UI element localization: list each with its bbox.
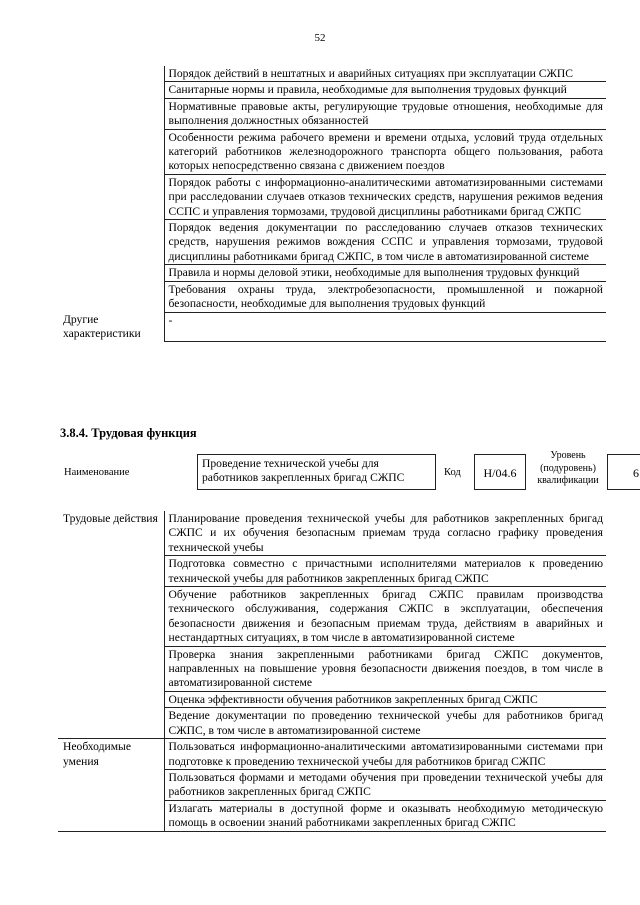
function-header [58, 450, 639, 496]
other-characteristics-label: Другие характеристики [58, 312, 164, 342]
name-label: Наименование [64, 467, 130, 478]
action-item: Проверка знания закрепленными работниками бригад СЖПС документов, направленных на повышение уровня безопасности движения поездов, в том числе в автоматизированной системе [164, 646, 606, 691]
function-table [58, 511, 606, 832]
action-item: Обучение работников закрепленных бригад СЖПС правилам производства технического обслуживания, содержания СЖПС в эксплуатации, обеспечения безопасности движения и безопасным приемам труда, действиям в аварийных и нестандартных ситуациях, в том числе в автоматизированной системе [164, 587, 606, 647]
skill-item: Излагать материалы в доступной форме и оказывать необходимую методическую помощь в освоении знаний работниками закрепленных бригад СЖПС [164, 800, 606, 831]
knowledge-label-cell [58, 66, 164, 312]
skills-label: Необходимые умения [58, 739, 164, 831]
code-value: H/04.6 [474, 454, 526, 490]
action-item: Оценка эффективности обучения работников закрепленных бригад СЖПС [164, 691, 606, 707]
action-item: Подготовка совместно с причастными исполнителями материалов к проведению технической учебы для работников закрепленных бригад СЖПС [164, 556, 606, 587]
action-item: Планирование проведения технической учебы для работников закрепленных бригад СЖПС и их обучения безопасным приемам труда согласно графику проведения технической учебы [164, 511, 606, 556]
knowledge-item: Особенности режима рабочего времени и времени отдыха, условий труда отдельных категорий работников железнодорожного транспорта общего пользования, работа которых непосредственно связана с движением поездов [164, 129, 606, 174]
other-characteristics-value: - [164, 312, 606, 342]
knowledge-item: Нормативные правовые акты, регулирующие трудовые отношения, необходимые для выполнения должностных обязанностей [164, 98, 606, 129]
knowledge-item: Порядок ведения документации по расследованию случаев отказов технических средств, нарушения режимов вождения ССПС и управления тормозами, трудовой дисциплины работниками бригад СЖПС, в том числе в автоматизированной системе [164, 220, 606, 265]
table-row [58, 312, 606, 342]
code-label: Код [444, 467, 461, 478]
page-number: 52 [314, 32, 326, 44]
table-row [58, 511, 606, 556]
skill-item: Пользоваться информационно-аналитическими автоматизированными системами при подготовке к проведению технической учебы для работников бригад СЖПС [164, 739, 606, 770]
knowledge-item: Санитарные нормы и правила, необходимые для выполнения трудовых функций [164, 82, 606, 98]
knowledge-table-continued [58, 66, 606, 342]
knowledge-item: Правила и нормы деловой этики, необходимые для выполнения трудовых функций [164, 265, 606, 281]
level-value: 6 [607, 454, 640, 490]
knowledge-item: Порядок действий в нештатных и аварийных ситуациях при эксплуатации СЖПС [164, 66, 606, 82]
name-value: Проведение технической учебы для работников закрепленных бригад СЖПС [197, 454, 436, 490]
knowledge-item: Требования охраны труда, электробезопасности, промышленной и пожарной безопасности, необходимые для выполнения трудовых функций [164, 281, 606, 312]
action-item: Ведение документации по проведению технической учебы для работников бригад СЖПС, в том числе в автоматизированной системе [164, 708, 606, 739]
knowledge-item: Порядок работы с информационно-аналитическими автоматизированными системами при расследовании случаев отказов технических средств, нарушения режимов ведения ССПС и управления тормозами, трудовой дисциплины работниками бригад СЖПС [164, 174, 606, 219]
skill-item: Пользоваться формами и методами обучения при проведении технической учебы для работников закрепленных бригад СЖПС [164, 769, 606, 800]
table-row [58, 739, 606, 770]
section-title: 3.8.4. Трудовая функция [60, 426, 197, 440]
table-row [58, 66, 606, 82]
actions-label: Трудовые действия [58, 511, 164, 739]
level-label: Уровень (подуровень) квалификации [537, 450, 599, 486]
